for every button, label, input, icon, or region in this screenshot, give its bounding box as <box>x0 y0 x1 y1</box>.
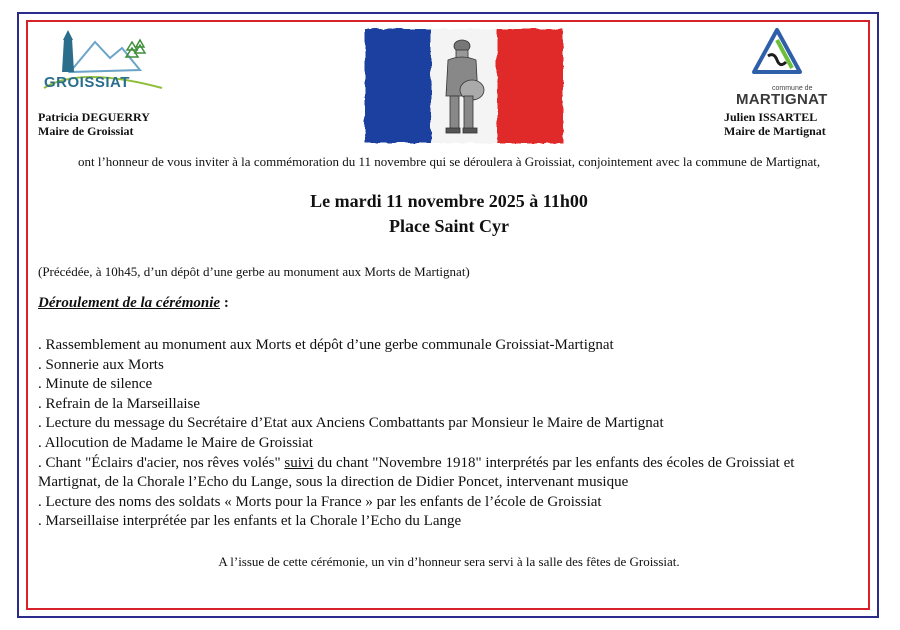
list-item: . Lecture du message du Secrétaire d’Etat aux Anciens Combattants par Monsieur le Maire de Martignat <box>38 415 664 432</box>
chant-before: . Chant "Éclairs d'acier, nos rêves volés" <box>38 454 285 471</box>
program-heading-text: Déroulement de la cérémonie <box>38 295 221 311</box>
list-item: . Lecture des noms des soldats « Morts pour la France » par les enfants de l’école de Groissiat <box>38 493 602 510</box>
groissiat-brand: GROISSIAT <box>44 74 130 91</box>
list-item: . Refrain de la Marseillaise <box>38 395 201 412</box>
program-heading-colon: : <box>220 295 229 311</box>
left-signature-name: Patricia DEGUERRY <box>38 110 150 124</box>
preceding-note: (Précédée, à 10h45, d’un dépôt d’une gerbe au monument aux Morts de Martignat) <box>38 264 470 279</box>
list-item: . Minute de silence <box>38 376 153 393</box>
event-place-title: Place Saint Cyr <box>389 216 509 236</box>
right-signature-title: Maire de Martignat <box>724 124 826 138</box>
martignat-brand-prefix: commune de <box>772 85 813 92</box>
french-flag-soldier-image <box>360 24 565 146</box>
closing-note: A l’issue de cette cérémonie, un vin d’honneur sera servi à la salle des fêtes de Groissiat. <box>218 554 680 569</box>
chant-underlined: suivi <box>284 454 314 471</box>
left-signature-title: Maire de Groissiat <box>38 124 134 138</box>
right-signature-name: Julien ISSARTEL <box>724 110 818 124</box>
list-item: . Allocution de Madame le Maire de Groissiat <box>38 434 313 451</box>
list-item: . Rassemblement au monument aux Morts et dépôt d’une gerbe communale Groissiat-Martignat <box>38 337 614 353</box>
list-item: . Marseillaise interprétée par les enfants et la Chorale l’Echo du Lange <box>38 513 462 530</box>
left-signature <box>38 110 150 138</box>
program-list <box>38 336 860 532</box>
martignat-brand: MARTIGNAT <box>736 91 828 108</box>
program-heading <box>38 295 229 312</box>
chant-after: du chant "Novembre 1918" interprétés par les enfants des écoles de Groissiat et Martignat, de la Chorale l’Echo du Lange, sous la direction de Didier Poncet, intervenant musique <box>38 454 795 491</box>
event-date-title: Le mardi 11 novembre 2025 à 11h00 <box>310 191 588 211</box>
right-signature <box>724 110 826 138</box>
martignat-logo-icon <box>748 26 806 84</box>
intro-paragraph: ont l’honneur de vous inviter à la commémoration du 11 novembre qui se déroulera à Groissiat, conjointement avec la commune de Martignat, <box>78 154 821 169</box>
list-item: . Sonnerie aux Morts <box>38 356 164 373</box>
list-item-chant <box>38 454 860 493</box>
